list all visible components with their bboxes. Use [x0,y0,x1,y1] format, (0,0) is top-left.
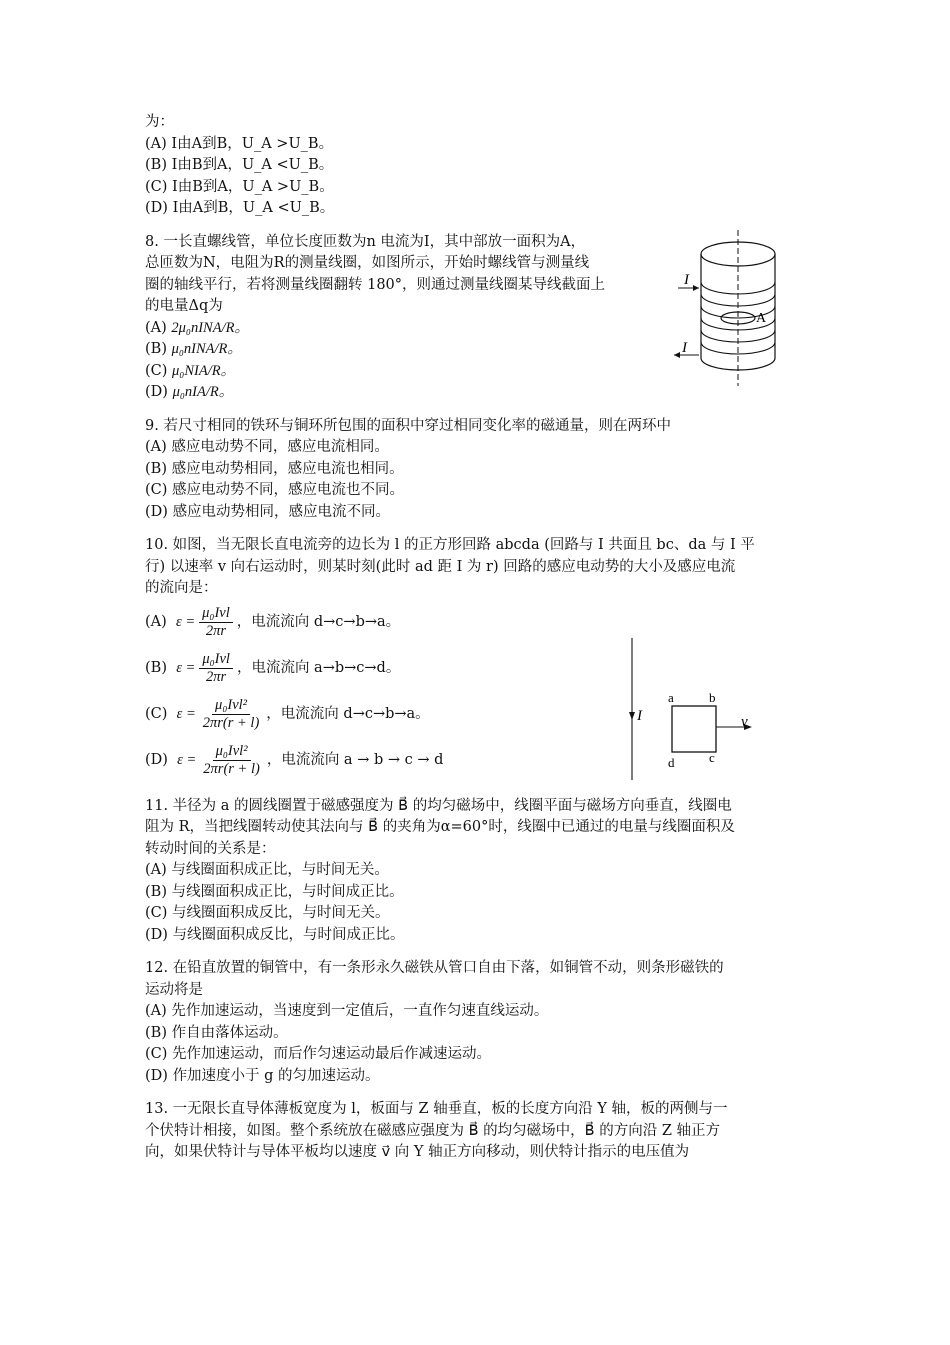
question-9 [145,416,810,524]
question-7-tail [145,112,810,220]
q12-option-d: (D) 作加速度小于 g 的匀加速运动。 [145,1067,380,1084]
q10-stem-line-2: 行) 以速率 v 向右运动时，则某时刻(此时 ad 距 I 为 r) 回路的感应电动势的大小及感应电流 [145,558,736,575]
q8-option-a: (A) 2μ₀nINA/R。 [145,319,249,336]
solenoid-current-label-top: I [684,272,689,288]
q11-option-d: (D) 与线圈面积成反比，与时间成正比。 [145,926,405,943]
q9-option-d: (D) 感应电动势相同，感应电流不同。 [145,503,391,520]
q11-stem-line-1: 11. 半径为 a 的圆线圈置于磁感强度为 B⃗ 的均匀磁场中，线圈平面与磁场方向垂直，线圈电 [145,797,732,814]
velocity-label: v⃗ [741,714,760,730]
q12-stem-line-2: 运动将是 [145,981,203,998]
q13-stem-line-2: 个伏特计相接，如图。整个系统放在磁感应强度为 B⃗ 的均匀磁场中，B⃗ 的方向沿 Z 轴正方 [145,1122,721,1139]
solenoid-figure [668,230,783,390]
q7-option-b: (B) I由B到A，U_A <U_B。 [145,157,334,173]
q8-option-d: (D) μ₀nIA/R。 [145,384,234,400]
corner-b-label: b [709,690,716,705]
q7-option-a: (A) I由A到B，U_A >U_B。 [145,135,334,152]
q11-option-a: (A) 与线圈面积成正比，与时间无关。 [145,862,389,878]
solenoid-current-label-bottom: I [682,340,687,356]
q9-stem: 9. 若尺寸相同的铁环与铜环所包围的面积中穿过相同变化率的磁通量，则在两环中 [145,417,671,434]
q12-option-a: (A) 先作加速运动，当速度到一定值后，一直作匀速直线运动。 [145,1003,549,1019]
q13-stem-line-1: 13. 一无限长直导体薄板宽度为 l，板面与 Z 轴垂直，板的长度方向沿 Y 轴，板的两侧与一 [145,1101,728,1117]
q10-c-fraction: $\frac{\text{μ₀Ivl²}}{2\pi r(r + l)}$ [202,697,260,731]
question-11 [145,796,810,947]
q8-stem-line-4: 的电量Δq为 [145,298,223,314]
q8-option-c: (C) μ₀NIA/R。 [145,362,236,379]
q7-intro: 为： [145,114,174,130]
q8-stem-line-3: 圈的轴线平行，若将测量线圈翻转 180°，则通过测量线圈某导线截面上 [145,276,606,293]
q9-option-a: (A) 感应电动势不同，感应电流相同。 [145,439,389,455]
q10-a-fraction: $\frac{\text{μ₀Ivl}}{2\pi r}$ [199,605,233,640]
question-12 [145,958,810,1087]
q7-option-c: (C) I由B到A，U_A >U_B。 [145,178,334,195]
q10-b-fraction: $\frac{\text{μ₀Ivl}}{2\pi r}$ [199,651,233,686]
q10-stem-line-1: 10. 如图，当无限长直电流旁的边长为 l 的正方形回路 abcda (回路与 I 共面且 bc、da 与 I 平 [145,537,755,553]
q10-stem-line-3: 的流向是： [145,580,218,596]
q11-stem-line-3: 转动时间的关系是： [145,840,276,857]
q10-option-d: (D) ε = $\frac{\text{μ₀Ivl²}}{2\pi r(r + l)}$ ，电流流向 a → b → c → d [145,743,444,777]
q10-d-fraction: $\frac{\text{μ₀Ivl²}}{2\pi r(r + l)}$ [203,743,260,777]
coil-area-label: A [756,311,767,326]
q9-option-b: (B) 感应电动势相同，感应电流也相同。 [145,460,404,477]
q13-stem-line-3: 向，如果伏特计与导体平板均以速度 v⃗ 向 Y 轴正方向移动，则伏特计指示的电压值为 [145,1144,690,1160]
square-loop-figure [620,638,770,783]
q8-option-b: (B) μ₀nINA/R。 [145,341,242,357]
q10-option-b: (B) ε = $\frac{\text{μ₀Ivl}}{2\pi r}$ ，电流流向 a→b→c→d。 [145,651,401,685]
question-13 [145,1099,810,1164]
corner-d-label: d [668,755,675,770]
q12-option-b: (B) 作自由落体运动。 [145,1024,288,1041]
corner-c-label: c [709,750,715,765]
q8-stem-line-1: 8. 一长直螺线管，单位长度匝数为n 电流为I，其中部放一面积为A， [145,233,586,250]
q7-option-d: (D) I由A到B，U_A <U_B。 [145,200,335,216]
q11-option-c: (C) 与线圈面积成反比，与时间无关。 [145,905,390,921]
corner-a-label: a [668,690,674,705]
q11-stem-line-2: 阻为 R，当把线圈转动使其法向与 B⃗ 的夹角为α=60°时，线圈中已通过的电量与线圈面积及 [145,819,735,835]
q12-stem-line-1: 12. 在铅直放置的铜管中，有一条形永久磁铁从管口自由下落，如铜管不动，则条形磁铁的 [145,960,724,976]
q10-option-c: (C) ε = $\frac{\text{μ₀Ivl²}}{2\pi r(r + l)}$ ，电流流向 d→c→b→a。 [145,697,430,731]
q9-option-c: (C) 感应电动势不同，感应电流也不同。 [145,482,405,498]
q12-option-c: (C) 先作加速运动，而后作匀速运动最后作减速运动。 [145,1046,492,1062]
wire-current-label: I [637,708,642,724]
q11-option-b: (B) 与线圈面积成正比，与时间成正比。 [145,883,404,900]
q8-stem-line-2: 总匝数为N，电阻为R的测量线圈，如图所示，开始时螺线管与测量线 [145,255,590,271]
q10-option-a: (A) ε = $\frac{\text{μ₀Ivl}}{2\pi r}$ ，电流流向 d→c→b→a。 [145,605,401,639]
